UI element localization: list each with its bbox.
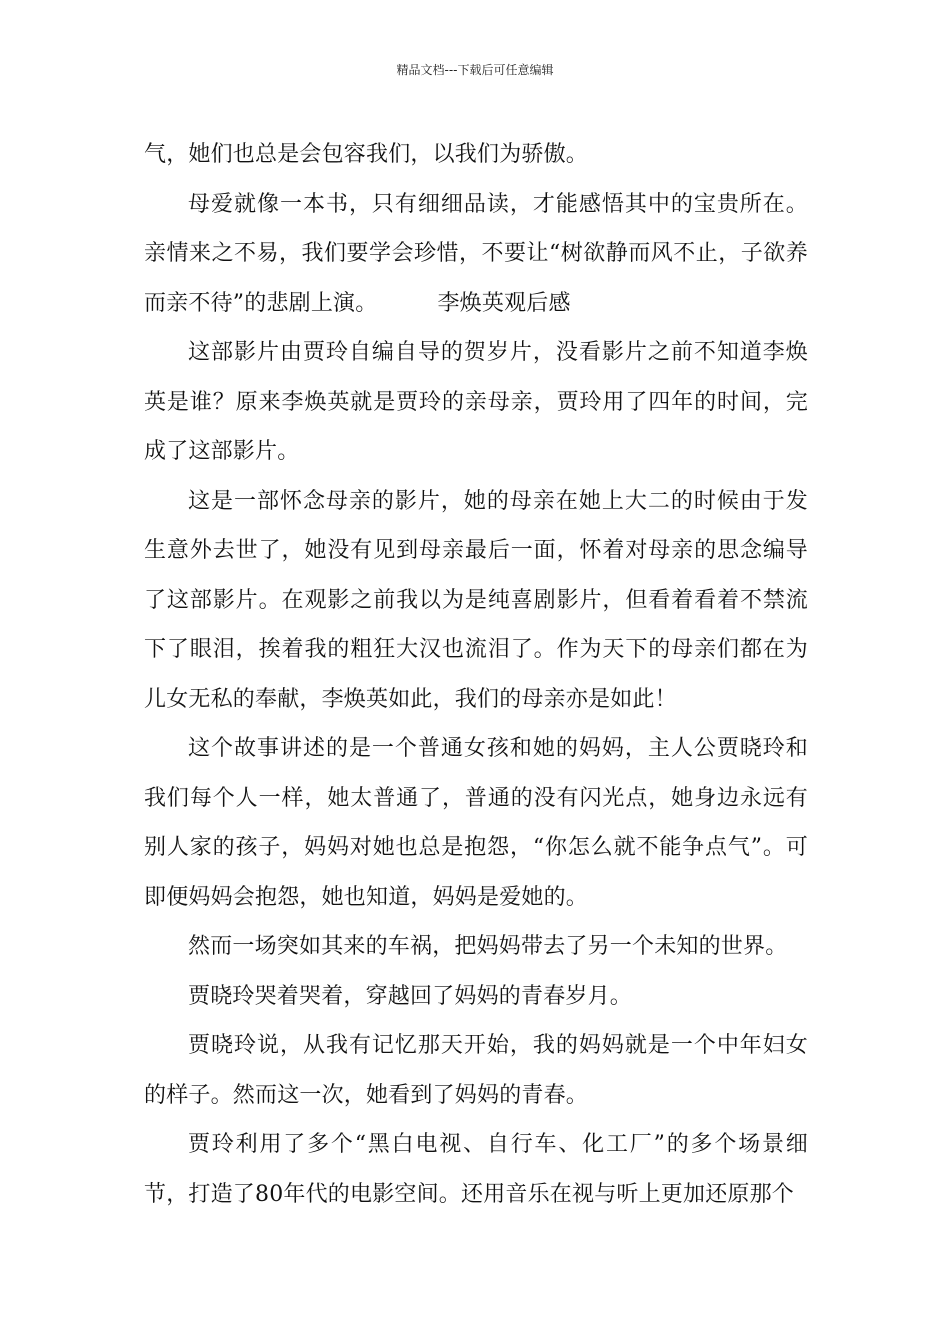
document-body: [144, 130, 808, 1219]
page-header: 精品文档---下载后可任意编辑: [396, 63, 554, 77]
essay-title: 李焕英观后感: [437, 290, 571, 316]
paragraph-7: 贾晓玲说，从我有记忆那天开始，我的妈妈就是一个中年妇女的样子。然而这一次，她看到了妈妈的青春。: [144, 1033, 808, 1108]
paragraph-continuation: 气，她们也总是会包容我们，以我们为骄傲。: [144, 142, 589, 167]
paragraph-4: 这个故事讲述的是一个普通女孩和她的妈妈，主人公贾晓玲和我们每个人一样，她太普通了，普通的没有闪光点，她身边永远有别人家的孩子，妈妈对她也总是抱怨，“你怎么就不能争点气”。可即便妈妈会抱怨，她也知道，妈妈是爱她的。: [144, 736, 808, 910]
paragraph-6: 贾晓玲哭着哭着，穿越回了妈妈的青春岁月。: [188, 983, 633, 1009]
paragraph-5: 然而一场突如其来的车祸，把妈妈带去了另一个未知的世界。: [188, 934, 788, 959]
paragraph-1-text: 母爱就像一本书，只有细细品读，才能感悟其中的宝贵所在。亲情来之不易，我们要学会珍惜，不要让“树欲静而风不止，子欲养而亲不待”的悲剧上演。: [144, 191, 808, 316]
paragraph-3: 这是一部怀念母亲的影片，她的母亲在她上大二的时候由于发生意外去世了，她没有见到母亲最后一面，怀着对母亲的思念编导了这部影片。在观影之前我以为是纯喜剧影片，但看着看着不禁流下了眼泪，挨着我的粗狂大汉也流泪了。作为天下的母亲们都在为儿女无私的奉献，李焕英如此，我们的母亲亦是如此！: [144, 488, 808, 712]
paragraph-2: 这部影片由贾玲自编自导的贺岁片，没看影片之前不知道李焕英是谁？原来李焕英就是贾玲的亲母亲，贾玲用了四年的时间，完成了这部影片。: [144, 340, 808, 464]
paragraph-8: 贾玲利用了多个“黑白电视、自行车、化工厂”的多个场景细节，打造了80年代的电影空间。还用音乐在视与听上更加还原那个: [144, 1132, 808, 1207]
paragraph-1: [144, 180, 808, 329]
